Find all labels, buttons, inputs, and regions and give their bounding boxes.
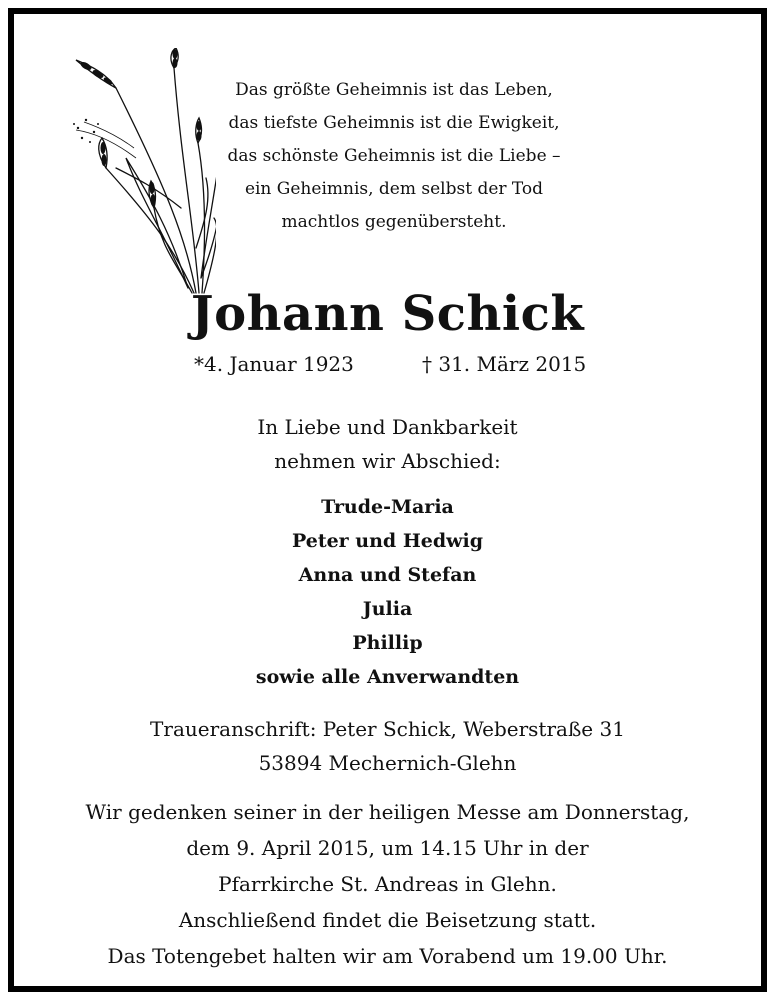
intro-line: In Liebe und Dankbarkeit xyxy=(257,415,518,439)
mourner: Peter und Hedwig xyxy=(291,530,484,552)
farewell-intro xyxy=(14,410,761,478)
poem-line: das tiefste Geheimnis ist die Ewigkeit, xyxy=(228,113,560,133)
memorial-mass-info xyxy=(14,794,761,974)
mourner: Trude-Maria xyxy=(321,496,454,518)
address-line: 53894 Mechernich-Glehn xyxy=(258,751,517,775)
birth-date: *4. Januar 1923 xyxy=(194,352,354,376)
mourning-address xyxy=(14,712,761,780)
mourner: Phillip xyxy=(352,632,423,654)
poem-line: ein Geheimnis, dem selbst der Tod xyxy=(244,179,544,199)
life-dates xyxy=(14,352,761,382)
mass-line: Das Totengebet halten wir am Vorabend um 19.00 Uhr. xyxy=(107,944,668,968)
mass-line: Pfarrkirche St. Andreas in Glehn. xyxy=(218,872,557,896)
intro-line: nehmen wir Abschied: xyxy=(274,449,501,473)
mourner: Anna und Stefan xyxy=(298,564,477,586)
address-line: Traueranschrift: Peter Schick, Weberstraße 31 xyxy=(150,717,625,741)
mourner: sowie alle Anverwandten xyxy=(255,666,520,688)
mass-line: Wir gedenken seiner in der heiligen Messe am Donnerstag, xyxy=(85,800,690,824)
poem-line: machtlos gegenübersteht. xyxy=(281,212,507,232)
obituary-card xyxy=(8,8,767,992)
death-date: † 31. März 2015 xyxy=(422,352,587,376)
poem-line: das schönste Geheimnis ist die Liebe – xyxy=(227,146,561,166)
wheat-icon xyxy=(56,48,216,298)
poem xyxy=(204,74,584,239)
mass-line: Anschließend findet die Beisetzung statt. xyxy=(178,908,597,932)
poem-line: Das größte Geheimnis ist das Leben, xyxy=(235,80,553,100)
mass-line: dem 9. April 2015, um 14.15 Uhr in der xyxy=(186,836,589,860)
deceased-name: Johann Schick xyxy=(190,286,585,342)
mourner: Julia xyxy=(362,598,413,620)
mourners-list xyxy=(14,490,761,694)
